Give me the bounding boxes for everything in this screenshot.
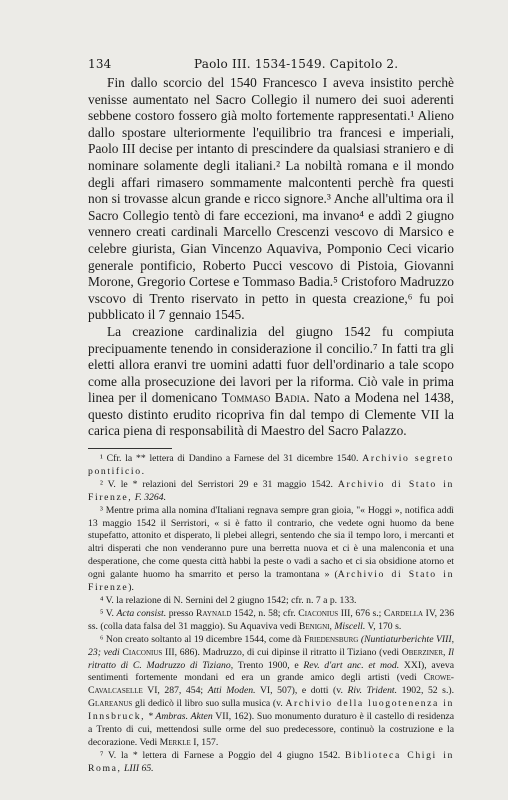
fn5-k: Miscell. — [334, 620, 366, 632]
fn6-q: Glareanus — [88, 698, 133, 710]
fn5-l: V, 170 s. — [367, 620, 402, 632]
fn5-e: 1542, n. 58; cfr. — [233, 607, 296, 619]
footnote-1-archive: Archivio segreto pontificio. — [88, 453, 454, 477]
footnote-divider — [88, 448, 172, 449]
footnote-3-end: ). — [128, 582, 134, 594]
footnote-1-text: ¹ Cfr. la ** lettera di Dandino a Farnese del 31 dicembre 1540. — [100, 453, 359, 464]
running-title: Paolo III. 1534-1549. Capitolo 2. — [194, 57, 399, 71]
fn6-d: Ciaconius — [122, 646, 163, 658]
fn6-m: Atti Moden. — [207, 685, 256, 697]
fn5-d: Raynald — [196, 607, 232, 619]
fn6-b: Friedensburg — [303, 633, 359, 645]
footnote-2-archive: Archivio di Stato in Firenze, — [88, 478, 455, 503]
fn5-c: presso — [168, 607, 194, 619]
fn5-f: Ciaconius — [298, 607, 339, 619]
fn7-b: Biblioteca Chigi in Roma, — [88, 749, 454, 774]
fn6-e: III, 686). Madruzzo, di cui dipinse il ritratto il Tiziano (vedi — [164, 646, 400, 658]
fn6-v: Merkle — [159, 736, 191, 748]
paragraph-2-text-b: . Nato a Modena nel 1438, questo distinto erudito ricopriva fin dal tempo di Clemente VII la carica piena di responsabilità di Maestro del Sacro Palazzo. — [88, 390, 454, 439]
fn7-a: ⁷ V. la * lettera di Farnese a Poggio del 4 giugno 1542. — [100, 749, 341, 761]
main-text — [88, 75, 454, 440]
footnote-6 — [88, 634, 454, 750]
paragraph-1: Fin dallo scorcio del 1540 Francesco I aveva insistito perchè venisse aumentato nel Sacro Collegio il numero dei suoi aderenti sebbene costoro fossero già molto fortemente rappresentati.¹ Alieno dallo spostare ulteriormente l'equilibrio tra francesi e imperiali, Paolo III decise per intanto di prescindere da qualsiasi straniero e di nominare solamente degli italiani.² La nobiltà romana e il mondo degli affari rimasero sommamente malcontenti perchè fra questi non si trovasse alcun grande e ricco signore.³ Anche all'ultima ora il Sacro Collegio tentò di fare eccezioni, ma invano⁴ e addì 2 giugno vennero creati cardinali Marcello Crescenzi vescovo di Marsico e celebre giurista, Gian Vincenzo Aquaviva, Pomponio Ceci vicario generale pontificio, Roberto Pucci vescovo di Pistoia, Giovanni Morone, Gregorio Cortese e Tommaso Badia.⁵ Cristoforo Madruzzo vscovo di Trento riservato in petto in questa creazione,⁶ fu poi pubblicato il 7 gennaio 1545. — [88, 75, 454, 323]
footnote-3-archive: Archivio di Stato in Firenze — [88, 569, 455, 594]
fn5-j: Benigni, — [298, 620, 332, 632]
fn6-h: Trento 1900, e — [237, 659, 299, 671]
fn5-g: III, 676 s.; — [340, 607, 382, 619]
fn6-g: Il ritratto di C. Madruzzo di Tiziano, — [88, 646, 454, 671]
footnote-3-text: ³ Mentre prima alla nomina d'Italiani regnava sempre gran gioia, "« Hoggi », notifica addì 13 maggio 1542 il Serristori, « si è fatto il contrario, che vedete ogni huomo da bene stupefatto, attonito et disperato, li plebei allegri, sentendo che sia il tempo loro, i mercanti et altri disperati che non venderanno pure una berretta nuova et ci è una malenconia et una desperatione, che come questa città habbi la peste o vadi a sacho et ci sia obsidione atorno et ogni galante huomo ha smarrito et perso la tramontana » ( — [88, 504, 454, 581]
footnote-4: ⁴ V. la relazione di N. Sernini del 2 giugno 1542; cfr. n. 7 a p. 133. — [100, 594, 357, 606]
footnote-5 — [88, 608, 454, 634]
fn5-a: ⁵ V. — [100, 607, 114, 619]
fn6-p: 1902, 52 s.). — [401, 685, 455, 697]
fn6-n: VI, 507), e dotti (v. — [259, 685, 343, 697]
fn6-u: VII, 162). Suo monumento duraturo è il castello di residenza a Trento di cui, mettendosi sulle orme del suo predecessore, continuò la costruzione e la decorazione. Vedi — [88, 711, 455, 748]
fn6-k: Crowe-Cavalcaselle — [88, 672, 454, 697]
fn5-b: Acta consist. — [116, 607, 167, 619]
fn6-o: Riv. Trident. — [347, 685, 398, 697]
fn6-i: Rev. d'art anc. et mod. — [303, 659, 400, 671]
paragraph-2 — [88, 324, 454, 440]
fn6-j: XXI), aveva sentimenti fortemente mondani ed era un grande amico degli artisti (vedi — [88, 659, 454, 684]
footnote-2-ref: F. 3264. — [134, 491, 167, 503]
fn6-f: Oberziner, — [401, 646, 446, 658]
footnote-1 — [88, 453, 454, 479]
fn6-s: Archivio della luogotenenza in Innsbruck, — [88, 698, 454, 723]
fn6-a: ⁶ Non creato soltanto al 19 dicembre 1544, come dà — [100, 633, 302, 645]
footnotes — [88, 453, 454, 776]
person-name: Tommaso Badia — [221, 390, 307, 406]
fn6-r: gli dedicò il libro suo sulla musica (v. — [135, 698, 283, 710]
fn6-l: VI, 287, 454; — [147, 685, 204, 697]
page-number: 134 — [88, 57, 112, 71]
fn7-c: LIII 65. — [123, 762, 154, 774]
fn5-i: IV, 236 ss. (colla data falsa del 31 maggio). Su Aquaviva vedi — [88, 607, 455, 632]
footnote-2 — [88, 479, 454, 505]
fn6-t: * Ambras. Akten — [147, 711, 213, 723]
fn6-c: (Nuntiaturberichte VIII, 23; vedi — [88, 633, 455, 658]
fn6-w: I, 157. — [193, 736, 219, 748]
footnote-3 — [88, 505, 454, 595]
footnote-7 — [88, 750, 454, 776]
footnote-2-text: ² V. le * relazioni del Serristori 29 e 31 maggio 1542. — [100, 478, 333, 490]
fn5-h: Cardella — [383, 607, 424, 619]
paragraph-2-text-a: La creazione cardinalizia del giugno 1542 fu compiuta precipuamente tenendo in considerazione il concilio.⁷ In fatti tra gli eletti allora eranvi tre uomini adatti fuor dell'ordinario a tale scopo come alla prosecuzione dei lavori per la riforma. Ciò vale in prima linea per il domenicano — [88, 323, 454, 406]
